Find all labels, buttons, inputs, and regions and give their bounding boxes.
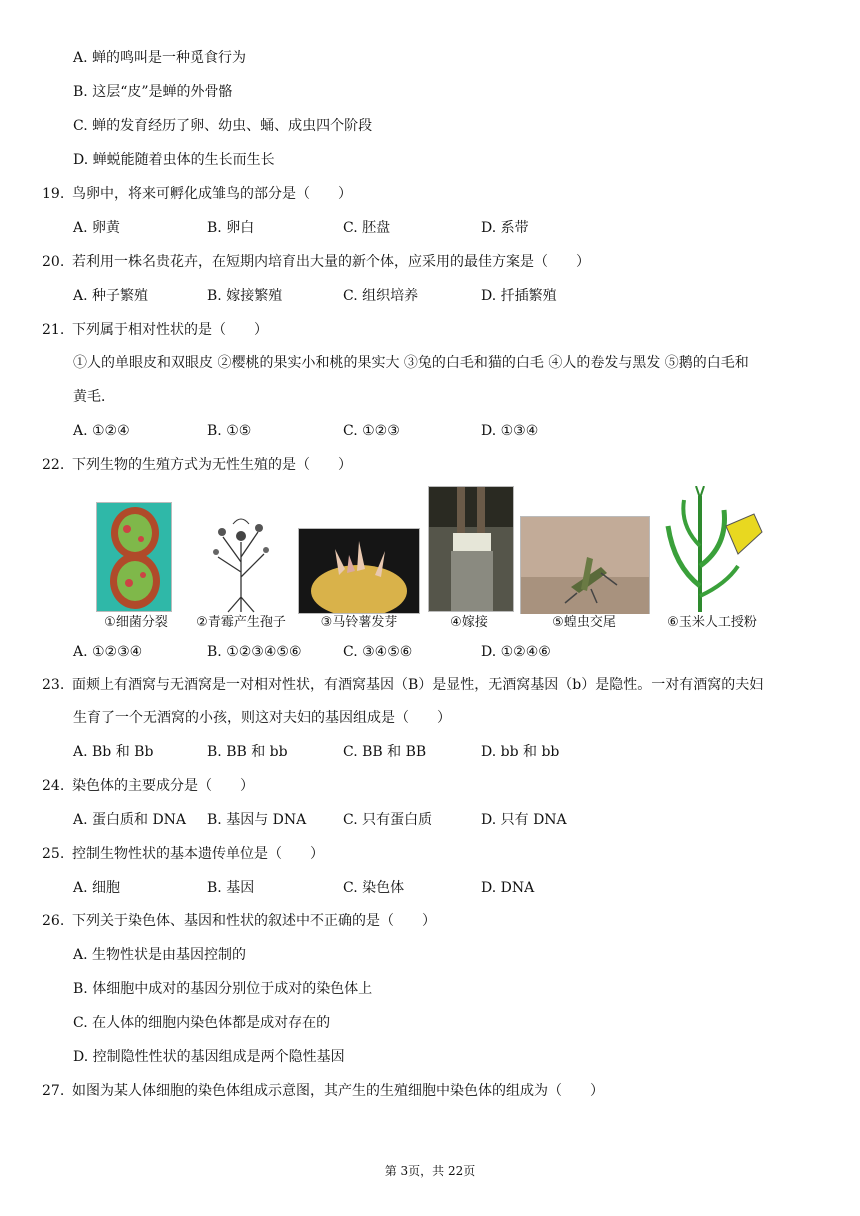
q23-option-a: A. Bb 和 Bb xyxy=(73,744,154,760)
q23-stem xyxy=(42,675,763,695)
q25-option-b: B. 基因 xyxy=(207,880,255,896)
q19-option-d: D. 系带 xyxy=(481,220,529,236)
penicillium-image xyxy=(198,502,284,614)
q27-number: 27. xyxy=(42,1083,65,1099)
q23-option-c: C. BB 和 BB xyxy=(343,744,427,760)
q27-stem xyxy=(42,1081,604,1101)
q24-number: 24. xyxy=(42,778,65,794)
q21-text: 下列属于相对性状的是（ ） xyxy=(72,322,268,338)
q26-option-b: B. 体细胞中成对的基因分别位于成对的染色体上 xyxy=(73,981,373,997)
q21-option-a: A. ①②④ xyxy=(73,423,130,439)
q19-text: 鸟卵中，将来可孵化成雏鸟的部分是（ ） xyxy=(72,186,352,202)
figure-corn-pollination xyxy=(654,486,770,632)
q26-stem xyxy=(42,911,436,931)
q20-stem xyxy=(42,252,590,272)
grafting-image xyxy=(428,486,514,612)
caption-5: ⑤蝗虫交尾 xyxy=(518,614,650,632)
q27-text: 如图为某人体细胞的染色体组成示意图，其产生的生殖细胞中染色体的组成为（ ） xyxy=(72,1083,604,1099)
q26-option-c: C. 在人体的细胞内染色体都是成对存在的 xyxy=(73,1015,331,1031)
q20-option-c: C. 组织培养 xyxy=(343,288,419,304)
q19-number: 19. xyxy=(42,186,65,202)
figure-bacteria-division xyxy=(90,502,182,632)
q21-stem xyxy=(42,320,268,340)
caption-4: ④嫁接 xyxy=(424,614,514,632)
figure-grafting xyxy=(424,486,514,632)
q25-option-a: A. 细胞 xyxy=(73,880,121,896)
q24-option-c: C. 只有蛋白质 xyxy=(343,812,433,828)
q22-text: 下列生物的生殖方式为无性生殖的是（ ） xyxy=(72,457,352,473)
q23-stem-line2: 生育了一个无酒窝的小孩，则这对夫妇的基因组成是（ ） xyxy=(73,710,451,726)
caption-1: ①细菌分裂 xyxy=(90,614,182,632)
q25-stem xyxy=(42,844,324,864)
page-footer: 第 3页，共 22页 xyxy=(384,1164,476,1178)
q24-stem xyxy=(42,776,254,796)
q18-option-b: B. 这层“皮”是蝉的外骨骼 xyxy=(73,84,233,100)
q26-option-a: A. 生物性状是由基因控制的 xyxy=(73,947,247,963)
q20-option-b: B. 嫁接繁殖 xyxy=(207,288,283,304)
q26-number: 26. xyxy=(42,913,65,929)
q24-option-d: D. 只有 DNA xyxy=(481,812,567,828)
bacteria-image xyxy=(96,502,172,612)
potato-image xyxy=(298,528,420,614)
q23-option-b: B. BB 和 bb xyxy=(207,744,288,760)
q25-option-d: D. DNA xyxy=(481,880,535,896)
caption-6: ⑥玉米人工授粉 xyxy=(654,614,770,632)
q21-detail-line2: 黄毛． xyxy=(73,389,115,405)
locust-image xyxy=(520,516,650,616)
q18-option-c: C. 蝉的发育经历了卵、幼虫、蛹、成虫四个阶段 xyxy=(73,118,373,134)
corn-image xyxy=(654,486,770,612)
q24-option-b: B. 基因与 DNA xyxy=(207,812,307,828)
q26-text: 下列关于染色体、基因和性状的叙述中不正确的是（ ） xyxy=(72,913,436,929)
q21-number: 21. xyxy=(42,322,65,338)
q20-number: 20. xyxy=(42,254,65,270)
figure-penicillium-spores xyxy=(186,502,296,632)
q23-text: 面颊上有酒窝与无酒窝是一对相对性状，有酒窝基因（B）是显性，无酒窝基因（b）是隐性。一对有酒窝的夫妇 xyxy=(72,677,764,693)
q23-number: 23. xyxy=(42,677,65,693)
figure-locust-mating xyxy=(518,502,650,632)
q23-option-d: D. bb 和 bb xyxy=(481,744,560,760)
caption-3: ③马铃薯发芽 xyxy=(298,614,420,632)
q20-text: 若利用一株名贵花卉，在短期内培育出大量的新个体，应采用的最佳方案是（ ） xyxy=(72,254,590,270)
q20-option-d: D. 扦插繁殖 xyxy=(481,288,557,304)
q25-option-c: C. 染色体 xyxy=(343,880,405,896)
q21-option-d: D. ①③④ xyxy=(481,423,539,439)
q25-number: 25. xyxy=(42,846,65,862)
caption-2: ②青霉产生孢子 xyxy=(186,614,296,632)
q26-option-d: D. 控制隐性性状的基因组成是两个隐性基因 xyxy=(73,1049,345,1065)
q22-option-d: D. ①②④⑥ xyxy=(481,644,551,660)
q20-option-a: A. 种子繁殖 xyxy=(73,288,149,304)
q22-option-b: B. ①②③④⑤⑥ xyxy=(207,644,302,660)
q24-option-a: A. 蛋白质和 DNA xyxy=(73,812,187,828)
q25-text: 控制生物性状的基本遗传单位是（ ） xyxy=(72,846,324,862)
q22-figure-row xyxy=(90,486,770,632)
q21-detail-line1: ①人的单眼皮和双眼皮 ②樱桃的果实小和桃的果实大 ③兔的白毛和猫的白毛 ④人的卷发与黑发 ⑤鹅的白毛和 xyxy=(73,355,749,371)
q22-option-c: C. ③④⑤⑥ xyxy=(343,644,413,660)
q19-option-c: C. 胚盘 xyxy=(343,220,391,236)
q19-option-b: B. 卵白 xyxy=(207,220,255,236)
q22-stem xyxy=(42,455,352,475)
q18-option-a: A. 蝉的鸣叫是一种觅食行为 xyxy=(73,50,247,66)
q19-option-a: A. 卵黄 xyxy=(73,220,121,236)
q24-text: 染色体的主要成分是（ ） xyxy=(72,778,254,794)
q21-option-b: B. ①⑤ xyxy=(207,423,252,439)
q22-option-a: A. ①②③④ xyxy=(73,644,143,660)
q21-option-c: C. ①②③ xyxy=(343,423,400,439)
q19-stem xyxy=(42,184,352,204)
figure-potato-sprout xyxy=(298,502,420,632)
q22-number: 22. xyxy=(42,457,65,473)
q18-option-d: D. 蝉蜕能随着虫体的生长而生长 xyxy=(73,152,275,168)
